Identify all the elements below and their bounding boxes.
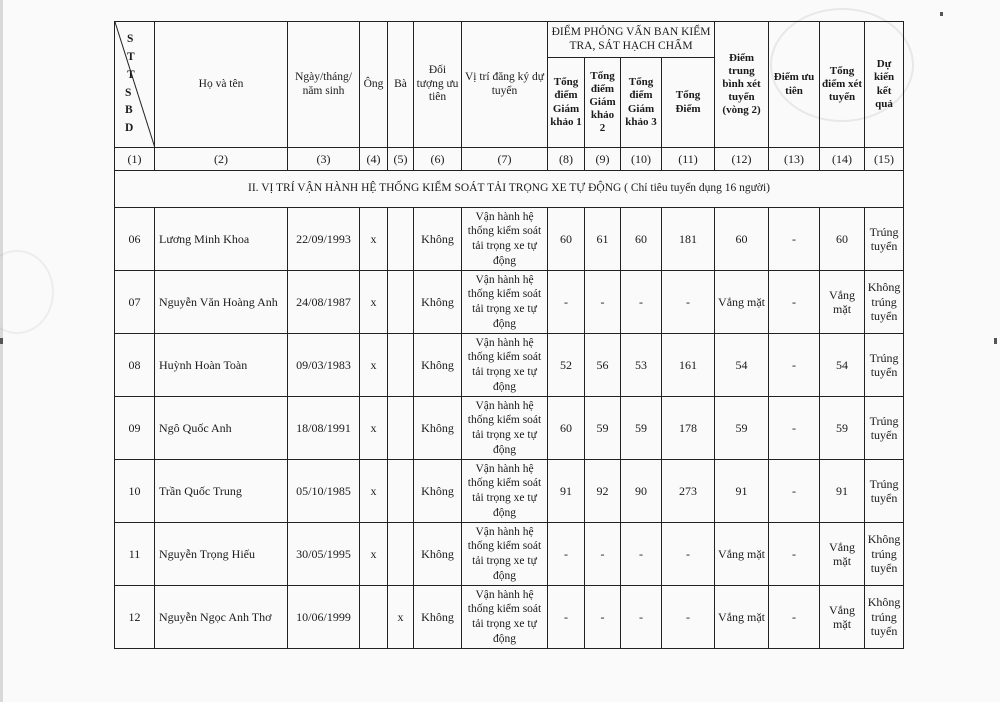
cell-gk1: 91 [548,460,585,523]
cell-total: 181 [662,208,715,271]
cell-gk3: - [621,523,662,586]
cell-sbd: 07 [115,271,155,334]
cell-priority: Không [414,334,462,397]
cell-result: Không trúng tuyển [865,586,904,649]
cell-gk2: - [585,586,621,649]
header-result: Dự kiến kết quả [865,22,904,148]
cell-gk1: 52 [548,334,585,397]
cell-sbd: 09 [115,397,155,460]
header-female: Bà [388,22,414,148]
cell-ong: x [360,208,388,271]
header-total: Tổng Điểm [662,58,715,148]
scan-edge [0,0,3,702]
table-row [115,334,904,397]
cell-avg: 91 [715,460,769,523]
cell-dob: 09/03/1983 [288,334,360,397]
cell-sbd: 06 [115,208,155,271]
cell-gk1: - [548,586,585,649]
col-number: (10) [621,148,662,171]
header-bonus: Điểm ưu tiên [769,22,820,148]
cell-name: Nguyễn Trọng Hiếu [155,523,288,586]
table-row [115,397,904,460]
scan-mark-right [994,338,997,344]
col-number: (2) [155,148,288,171]
header-gk2: Tổng điểm Giám khảo 2 [585,58,621,148]
cell-gk3: - [621,586,662,649]
cell-final: Vắng mặt [820,271,865,334]
cell-gk1: 60 [548,208,585,271]
cell-gk2: - [585,271,621,334]
cell-gk1: - [548,523,585,586]
cell-priority: Không [414,397,462,460]
header-name: Họ và tên [155,22,288,148]
cell-bonus: - [769,586,820,649]
cell-avg: Vắng mặt [715,523,769,586]
cell-position: Vận hành hệ thống kiểm soát tải trọng xe tự động [462,208,548,271]
cell-final: 54 [820,334,865,397]
header-priority: Đối tượng ưu tiên [414,22,462,148]
table-row [115,523,904,586]
results-table [114,21,904,649]
cell-ba [388,397,414,460]
header-average: Điểm trung bình xét tuyển (vòng 2) [715,22,769,148]
cell-bonus: - [769,397,820,460]
stt-sbd-header: S T T S B D [115,22,155,148]
cell-sbd: 11 [115,523,155,586]
cell-bonus: - [769,334,820,397]
cell-final: Vắng mặt [820,523,865,586]
table-row [115,271,904,334]
cell-avg: 60 [715,208,769,271]
cell-position: Vận hành hệ thống kiểm soát tải trọng xe tự động [462,586,548,649]
cell-priority: Không [414,586,462,649]
table-row [115,460,904,523]
header-position: Vị trí đăng ký dự tuyển [462,22,548,148]
cell-gk3: 59 [621,397,662,460]
col-number: (12) [715,148,769,171]
col-number: (4) [360,148,388,171]
cell-final: Vắng mặt [820,586,865,649]
cell-result: Trúng tuyển [865,397,904,460]
cell-total: 161 [662,334,715,397]
cell-position: Vận hành hệ thống kiểm soát tải trọng xe tự động [462,523,548,586]
cell-ong: x [360,523,388,586]
section-title: II. VỊ TRÍ VẬN HÀNH HỆ THỐNG KIỂM SOÁT TẢI TRỌNG XE TỰ ĐỘNG ( Chỉ tiêu tuyển dụng 16 người) [115,171,904,208]
diagonal-line [115,22,155,148]
cell-gk1: - [548,271,585,334]
cell-avg: 59 [715,397,769,460]
cell-gk2: 59 [585,397,621,460]
cell-sbd: 08 [115,334,155,397]
header-gk3: Tổng điểm Giám khảo 3 [621,58,662,148]
data-rows [115,208,904,649]
cell-ba [388,208,414,271]
cell-total: 273 [662,460,715,523]
cell-total: - [662,271,715,334]
cell-bonus: - [769,271,820,334]
cell-ong: x [360,271,388,334]
cell-total: - [662,586,715,649]
cell-dob: 18/08/1991 [288,397,360,460]
cell-gk3: 60 [621,208,662,271]
col-number: (11) [662,148,715,171]
col-number: (9) [585,148,621,171]
cell-avg: Vắng mặt [715,586,769,649]
cell-bonus: - [769,523,820,586]
cell-name: Ngô Quốc Anh [155,397,288,460]
scan-mark-top [940,12,943,16]
cell-total: - [662,523,715,586]
cell-gk1: 60 [548,397,585,460]
cell-dob: 05/10/1985 [288,460,360,523]
cell-priority: Không [414,523,462,586]
cell-name: Nguyễn Văn Hoàng Anh [155,271,288,334]
cell-final: 59 [820,397,865,460]
scan-mark-left [0,338,3,344]
cell-name: Lương Minh Khoa [155,208,288,271]
col-number: (6) [414,148,462,171]
cell-dob: 10/06/1999 [288,586,360,649]
cell-ba [388,334,414,397]
cell-priority: Không [414,460,462,523]
cell-final: 91 [820,460,865,523]
header-row-1 [115,22,904,58]
cell-gk2: - [585,523,621,586]
column-number-row [115,148,904,171]
cell-result: Không trúng tuyển [865,271,904,334]
stamp-seal-faint [0,250,54,334]
cell-ba [388,460,414,523]
cell-name: Trần Quốc Trung [155,460,288,523]
cell-result: Trúng tuyển [865,334,904,397]
cell-sbd: 12 [115,586,155,649]
cell-result: Trúng tuyển [865,460,904,523]
cell-final: 60 [820,208,865,271]
cell-sbd: 10 [115,460,155,523]
col-number: (5) [388,148,414,171]
cell-ong: x [360,397,388,460]
cell-position: Vận hành hệ thống kiểm soát tải trọng xe tự động [462,271,548,334]
cell-priority: Không [414,271,462,334]
cell-ong: x [360,460,388,523]
col-number: (8) [548,148,585,171]
col-number: (7) [462,148,548,171]
cell-dob: 30/05/1995 [288,523,360,586]
table-row [115,586,904,649]
col-number: (1) [115,148,155,171]
cell-position: Vận hành hệ thống kiểm soát tải trọng xe tự động [462,397,548,460]
cell-ong [360,586,388,649]
cell-result: Không trúng tuyển [865,523,904,586]
col-number: (3) [288,148,360,171]
header-male: Ông [360,22,388,148]
cell-bonus: - [769,208,820,271]
cell-gk2: 56 [585,334,621,397]
cell-priority: Không [414,208,462,271]
header-score-group: ĐIỂM PHỎNG VẤN BAN KIỂM TRA, SÁT HẠCH CHẤM [548,22,715,58]
header-final: Tổng điểm xét tuyển [820,22,865,148]
cell-avg: Vắng mặt [715,271,769,334]
cell-position: Vận hành hệ thống kiểm soát tải trọng xe tự động [462,334,548,397]
cell-total: 178 [662,397,715,460]
header-gk1: Tổng điểm Giám khảo 1 [548,58,585,148]
col-number: (14) [820,148,865,171]
cell-avg: 54 [715,334,769,397]
cell-result: Trúng tuyển [865,208,904,271]
cell-ba [388,271,414,334]
cell-ba [388,523,414,586]
cell-gk2: 92 [585,460,621,523]
col-number: (15) [865,148,904,171]
cell-dob: 24/08/1987 [288,271,360,334]
cell-ong: x [360,334,388,397]
cell-ba: x [388,586,414,649]
col-number: (13) [769,148,820,171]
cell-gk3: - [621,271,662,334]
cell-gk3: 90 [621,460,662,523]
cell-position: Vận hành hệ thống kiểm soát tải trọng xe tự động [462,460,548,523]
cell-name: Nguyễn Ngọc Anh Thơ [155,586,288,649]
cell-bonus: - [769,460,820,523]
cell-gk2: 61 [585,208,621,271]
cell-gk3: 53 [621,334,662,397]
header-dob: Ngày/tháng/ năm sinh [288,22,360,148]
table-row [115,208,904,271]
cell-dob: 22/09/1993 [288,208,360,271]
section-row [115,171,904,208]
cell-name: Huỳnh Hoàn Toàn [155,334,288,397]
